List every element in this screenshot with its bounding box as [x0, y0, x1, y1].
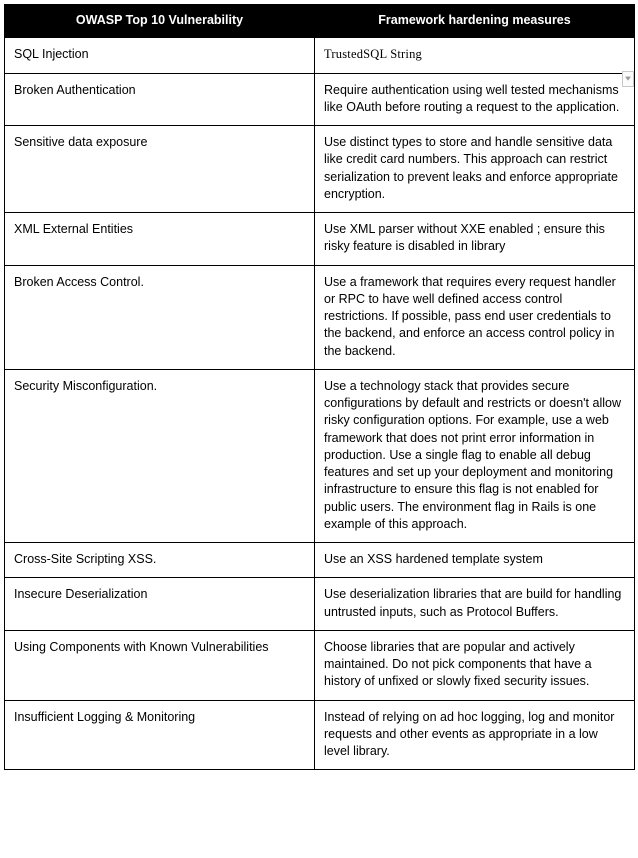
cell-measure: Require authentication using well tested mechanisms like OAuth before routing a request to the application. — [315, 73, 635, 126]
cell-measure: Use a technology stack that provides secure configurations by default and restricts or doesn't allow risky configuration options. For example, use a web framework that does not print error information in production. Use a single flag to enable all debug features and set up your deployment and monitoring infrastructure to ensure this flag is not enabled for public users. The environment flag in Rails is one example of this approach. — [315, 369, 635, 542]
table-row — [5, 369, 635, 542]
cell-measure: Use distinct types to store and handle sensitive data like credit card numbers. This approach can restrict serialization to prevent leaks and enforce appropriate encryption. — [315, 126, 635, 213]
table-row — [5, 126, 635, 213]
cell-vulnerability: Security Misconfiguration. — [5, 369, 315, 542]
column-header-vulnerability: OWASP Top 10 Vulnerability — [5, 5, 315, 38]
table-row — [5, 700, 635, 770]
cell-vulnerability: Cross-Site Scripting XSS. — [5, 543, 315, 578]
table-row — [5, 630, 635, 700]
cell-vulnerability: Insecure Deserialization — [5, 578, 315, 631]
table-row — [5, 543, 635, 578]
cell-vulnerability: Sensitive data exposure — [5, 126, 315, 213]
cell-vulnerability: SQL Injection — [5, 38, 315, 73]
chevron-down-icon — [625, 77, 631, 81]
cell-vulnerability: Broken Access Control. — [5, 265, 315, 369]
cell-measure: TrustedSQL String — [315, 38, 635, 73]
cell-measure: Use deserialization libraries that are build for handling untrusted inputs, such as Protocol Buffers. — [315, 578, 635, 631]
table-row — [5, 213, 635, 266]
scroll-down-button[interactable] — [622, 71, 634, 87]
table-row — [5, 73, 635, 126]
cell-vulnerability: Using Components with Known Vulnerabilities — [5, 630, 315, 700]
cell-vulnerability: Insufficient Logging & Monitoring — [5, 700, 315, 770]
cell-vulnerability: XML External Entities — [5, 213, 315, 266]
owasp-hardening-table — [4, 4, 635, 770]
cell-measure: Use a framework that requires every request handler or RPC to have well defined access control restrictions. If possible, pass end user credentials to the backend, and enforce an access control policy in the backend. — [315, 265, 635, 369]
cell-vulnerability: Broken Authentication — [5, 73, 315, 126]
cell-measure: Choose libraries that are popular and actively maintained. Do not pick components that have a history of unfixed or slowly fixed security issues. — [315, 630, 635, 700]
table-row — [5, 38, 635, 73]
table-header — [5, 5, 635, 38]
table-body — [5, 38, 635, 770]
cell-measure: Use an XSS hardened template system — [315, 543, 635, 578]
table-header-row — [5, 5, 635, 38]
cell-measure: Use XML parser without XXE enabled ; ensure this risky feature is disabled in library — [315, 213, 635, 266]
table-row — [5, 265, 635, 369]
table-row — [5, 578, 635, 631]
cell-measure: Instead of relying on ad hoc logging, log and monitor requests and other events as appropriate in a low level library. — [315, 700, 635, 770]
column-header-measure: Framework hardening measures — [315, 5, 635, 38]
